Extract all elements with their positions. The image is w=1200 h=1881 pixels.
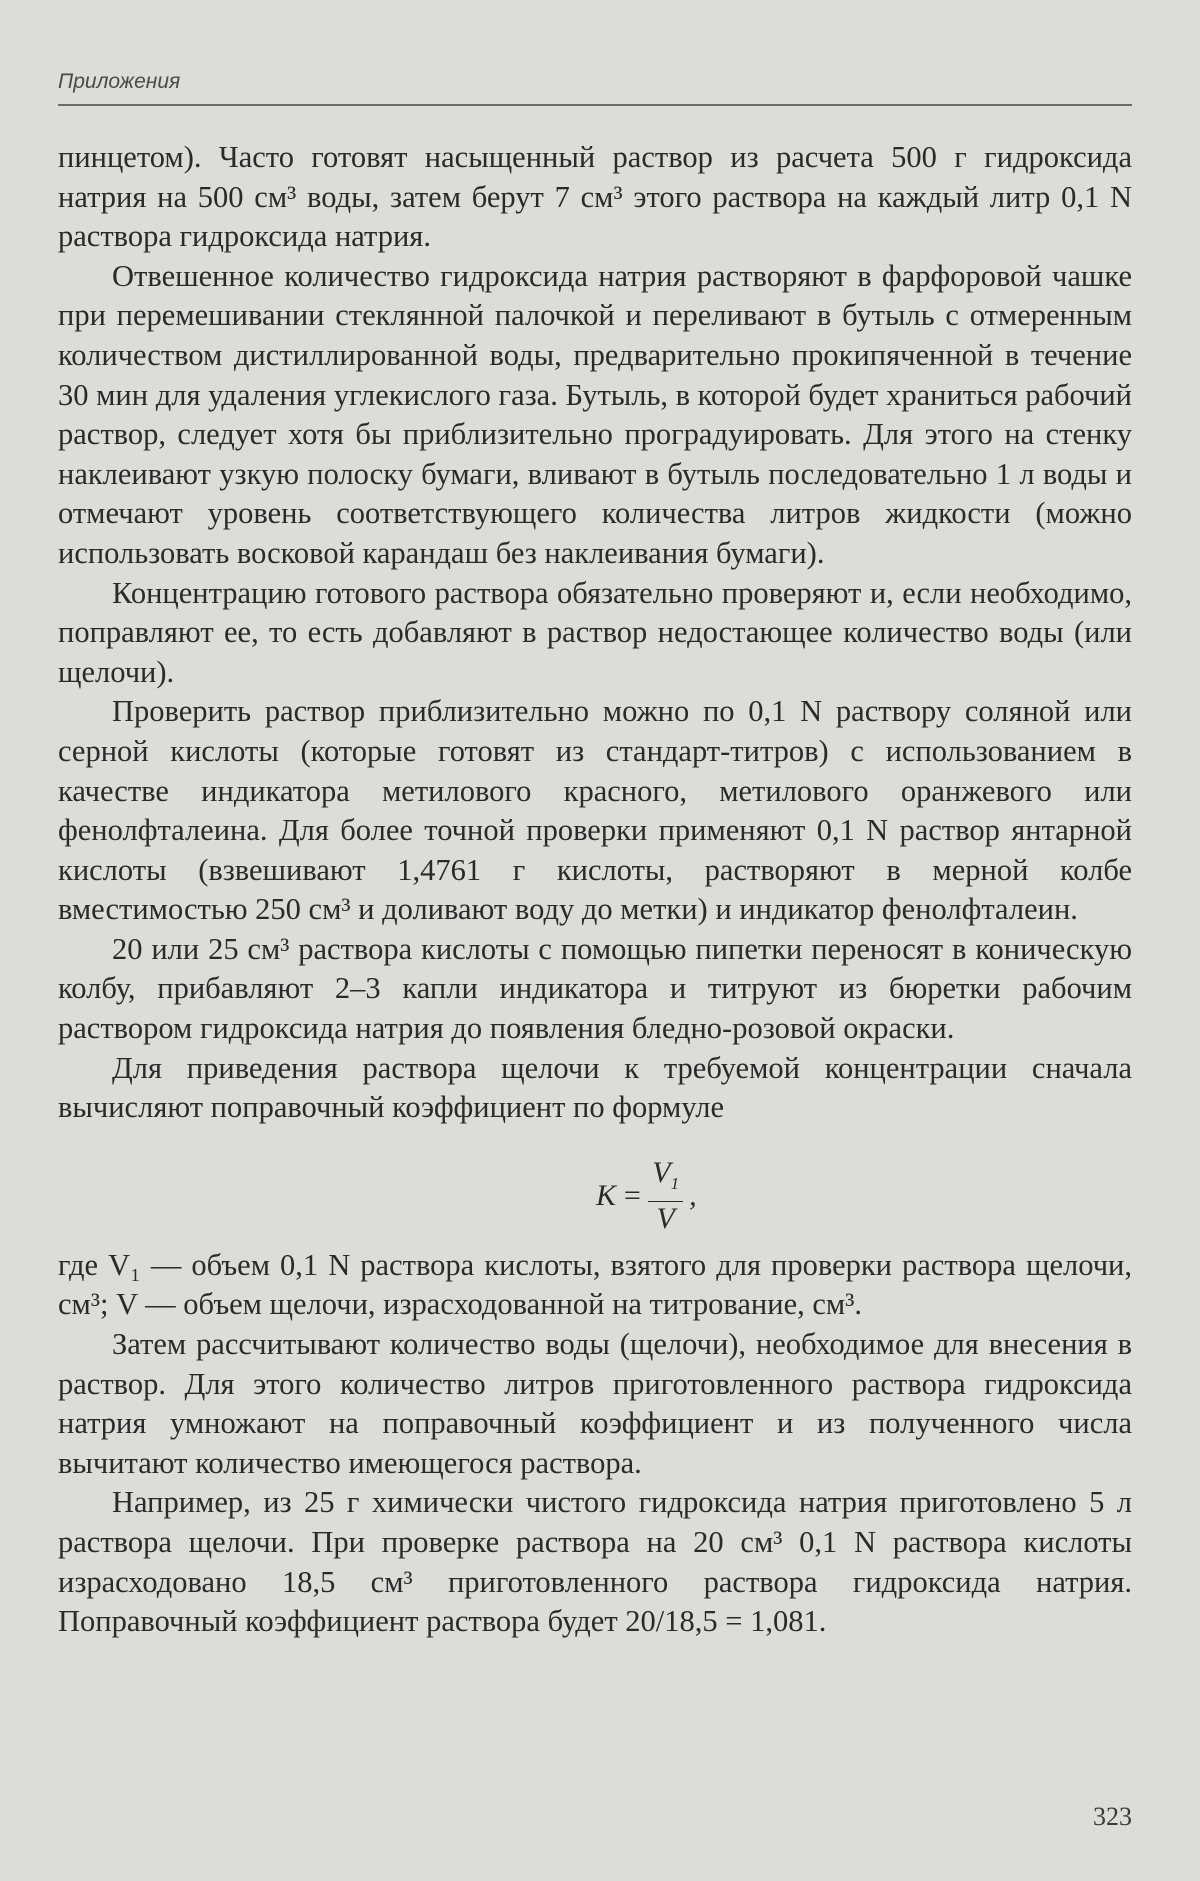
- page-number: 323: [1093, 1802, 1132, 1831]
- body-text: [58, 138, 1132, 1642]
- paragraph: Концентрацию готового раствора обязательно проверяют и, если необходимо, поправляют ее, то есть добавляют в раствор недостающее количество воды (или щелочи).: [58, 575, 1132, 689]
- formula-fraction: [648, 1156, 683, 1236]
- paragraph: Например, из 25 г химически чистого гидроксида натрия приготовлено 5 л раствора щелочи. При проверке раствора на 20 см³ 0,1 N раствора кислоты израсходовано 18,5 см³ приготовленного раствора гидроксида натрия. Поправочный коэффициент раствора будет 20/18,5 = 1,081.: [58, 1485, 1132, 1639]
- paragraph: Отвешенное количество гидроксида натрия растворяют в фарфоровой чашке при перемешивании стеклянной палочкой и переливают в бутыль с отмеренным количеством дистиллированной воды, предварительно прокипяченной в течение 30 мин для удаления углекислого газа. Бутыль, в которой будет храниться рабочий раствор, следует хотя бы приблизительно проградуировать. Для этого на стенку наклеивают узкую полоску бумаги, вливают в бутыль последовательно 1 л воды и отмечают уровень соответствующего количества литров жидкости (можно использовать восковой карандаш без наклеивания бумаги).: [58, 258, 1132, 570]
- formula-lhs: K: [596, 1179, 617, 1213]
- paragraph: пинцетом). Часто готовят насыщенный раствор из расчета 500 г гидроксида натрия на 500 см³ воды, затем берут 7 см³ этого раствора на каждый литр 0,1 N раствора гидроксида натрия.: [58, 140, 1132, 254]
- formula-explanation: где V₁ — объем 0,1 N раствора кислоты, взятого для проверки раствора щелочи, см³; V — объем щелочи, израсходованной на титрование, см³.: [58, 1247, 1132, 1322]
- paragraph: Затем рассчитывают количество воды (щелочи), необходимое для внесения в раствор. Для этого количество литров приготовленного раствора гидроксида натрия умножают на поправочный коэффициент и из полученного числа вычитают количество имеющегося раствора.: [58, 1327, 1132, 1480]
- formula: [58, 1128, 1132, 1246]
- header-rule: [58, 104, 1132, 106]
- formula-numerator: $V_1$: [648, 1156, 683, 1202]
- paragraph: 20 или 25 см³ раствора кислоты с помощью пипетки переносят в коническую колбу, прибавляют 2–3 капли индикатора и титруют из бюретки рабочим раствором гидроксида натрия до появления бледно-розовой окраски.: [58, 931, 1132, 1046]
- paragraph: Проверить раствор приблизительно можно по 0,1 N раствору соляной или серной кислоты (которые готовят из стандарт-титров) с использованием в качестве индикатора метилового красного, метилового оранжевого или фенолфталеина. Для более точной проверки применяют 0,1 N раствор янтарной кислоты (взвешивают 1,4761 г кислоты, растворяют в мерной колбе вместимостью 250 см³ и доливают воду до метки) и индикатор фенолфталеин.: [58, 694, 1132, 927]
- formula-trailing: ,: [689, 1179, 697, 1213]
- formula-denominator: V: [656, 1201, 675, 1235]
- running-head: Приложения: [58, 70, 181, 93]
- formula-equals: =: [622, 1179, 643, 1213]
- paragraph: Для приведения раствора щелочи к требуемой концентрации сначала вычисляют поправочный коэффициент по формуле: [58, 1050, 1132, 1125]
